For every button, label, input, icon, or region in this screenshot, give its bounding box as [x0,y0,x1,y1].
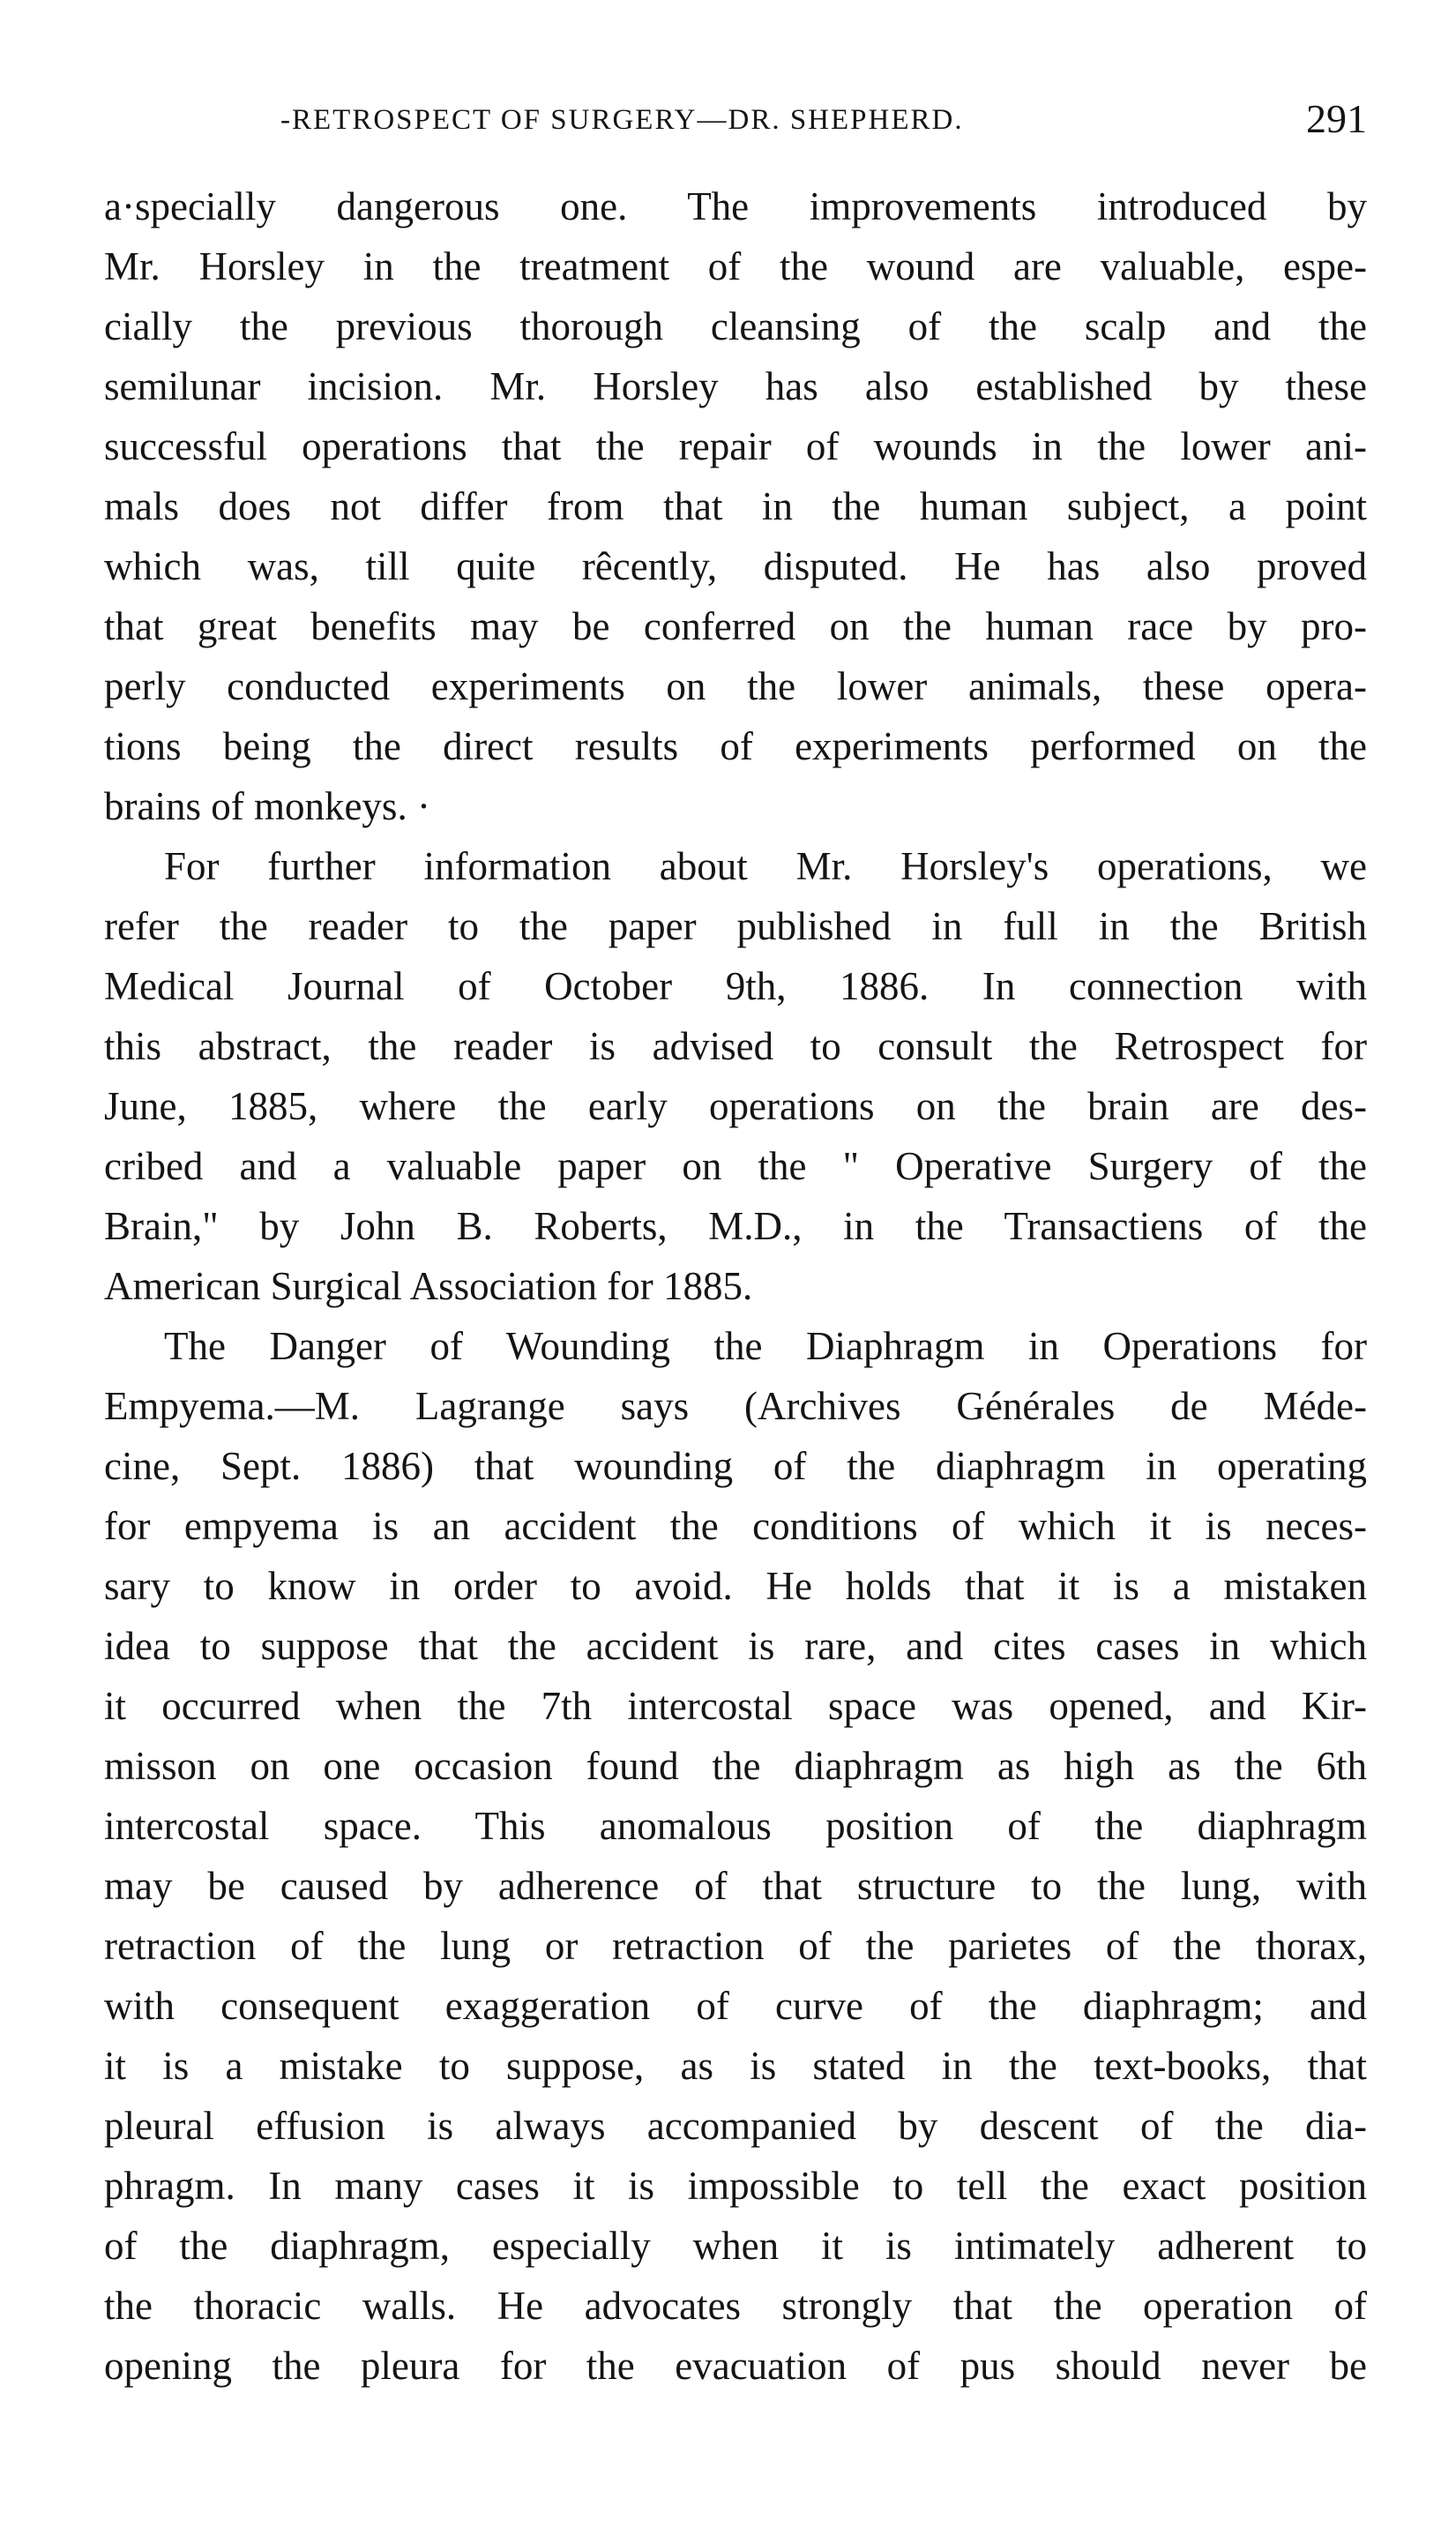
text-line: brains of monkeys. · [104,784,430,828]
text-line: Mr. Horsley in the treatment of the wound are valuable, espe- [104,244,1367,288]
page-number: 291 [1306,96,1367,141]
text-line: cribed and a valuable paper on the " Operative Surgery of the [104,1144,1367,1188]
text-line: sary to know in order to avoid. He holds that it is a mistaken [104,1564,1367,1608]
text-line: American Surgical Association for 1885. [104,1264,753,1308]
text-line: cine, Sept. 1886) that wounding of the diaphragm in operating [104,1444,1367,1488]
text-line: it is a mistake to suppose, as is stated in the text-books, that [104,2044,1367,2088]
text-line: The Danger of Wounding the Diaphragm in Operations for [164,1324,1367,1368]
body-text [104,176,1367,2396]
text-line: misson on one occasion found the diaphragm as high as the 6th [104,1744,1367,1788]
text-line: this abstract, the reader is advised to consult the Retrospect for [104,1024,1367,1068]
text-line: semilunar incision. Mr. Horsley has also established by these [104,364,1367,408]
paragraph-horsley-conclusion [104,176,1367,836]
paragraph-diaphragm-empyema [104,1316,1367,2396]
text-line: opening the pleura for the evacuation of pus should never be [104,2344,1367,2388]
text-line: June, 1885, where the early operations on the brain are des- [104,1084,1367,1128]
text-line: may be caused by adherence of that structure to the lung, with [104,1864,1367,1908]
text-line: retraction of the lung or retraction of the parietes of the thorax, [104,1924,1367,1968]
text-line: phragm. In many cases it is impossible to tell the exact position [104,2164,1367,2208]
text-line: mals does not differ from that in the human subject, a point [104,484,1367,528]
text-line: intercostal space. This anomalous position of the diaphragm [104,1804,1367,1848]
text-line: which was, till quite rêcently, disputed. He has also proved [104,544,1367,588]
text-line: Medical Journal of October 9th, 1886. In connection with [104,964,1367,1008]
text-line: Empyema.—M. Lagrange says (Archives Générales de Méde- [104,1384,1367,1428]
text-line: Brain," by John B. Roberts, M.D., in the Transactiens of the [104,1204,1367,1248]
text-line: idea to suppose that the accident is rare, and cites cases in which [104,1624,1367,1668]
text-line: with consequent exaggeration of curve of the diaphragm; and [104,1984,1367,2028]
text-line: the thoracic walls. He advocates strongly that the operation of [104,2284,1367,2328]
text-line: it occurred when the 7th intercostal space was opened, and Kir- [104,1684,1367,1728]
text-line: For further information about Mr. Horsley's operations, we [164,844,1367,888]
text-line: for empyema is an accident the conditions of which it is neces- [104,1504,1367,1548]
running-head: -RETROSPECT OF SURGERY—DR. SHEPHERD. [280,104,964,136]
text-line: perly conducted experiments on the lower animals, these opera- [104,664,1367,708]
text-line: of the diaphragm, especially when it is intimately adherent to [104,2224,1367,2268]
text-line: cially the previous thorough cleansing of the scalp and the [104,304,1367,348]
text-line: a·specially dangerous one. The improvements introduced by [104,184,1367,228]
page-header [104,95,1367,148]
text-line: refer the reader to the paper published in full in the British [104,904,1367,948]
paragraph-further-information [104,836,1367,1316]
text-line: successful operations that the repair of wounds in the lower ani- [104,424,1367,468]
text-line: that great benefits may be conferred on the human race by pro- [104,604,1367,648]
text-line: tions being the direct results of experiments performed on the [104,724,1367,768]
text-line: pleural effusion is always accompanied by descent of the dia- [104,2104,1367,2148]
